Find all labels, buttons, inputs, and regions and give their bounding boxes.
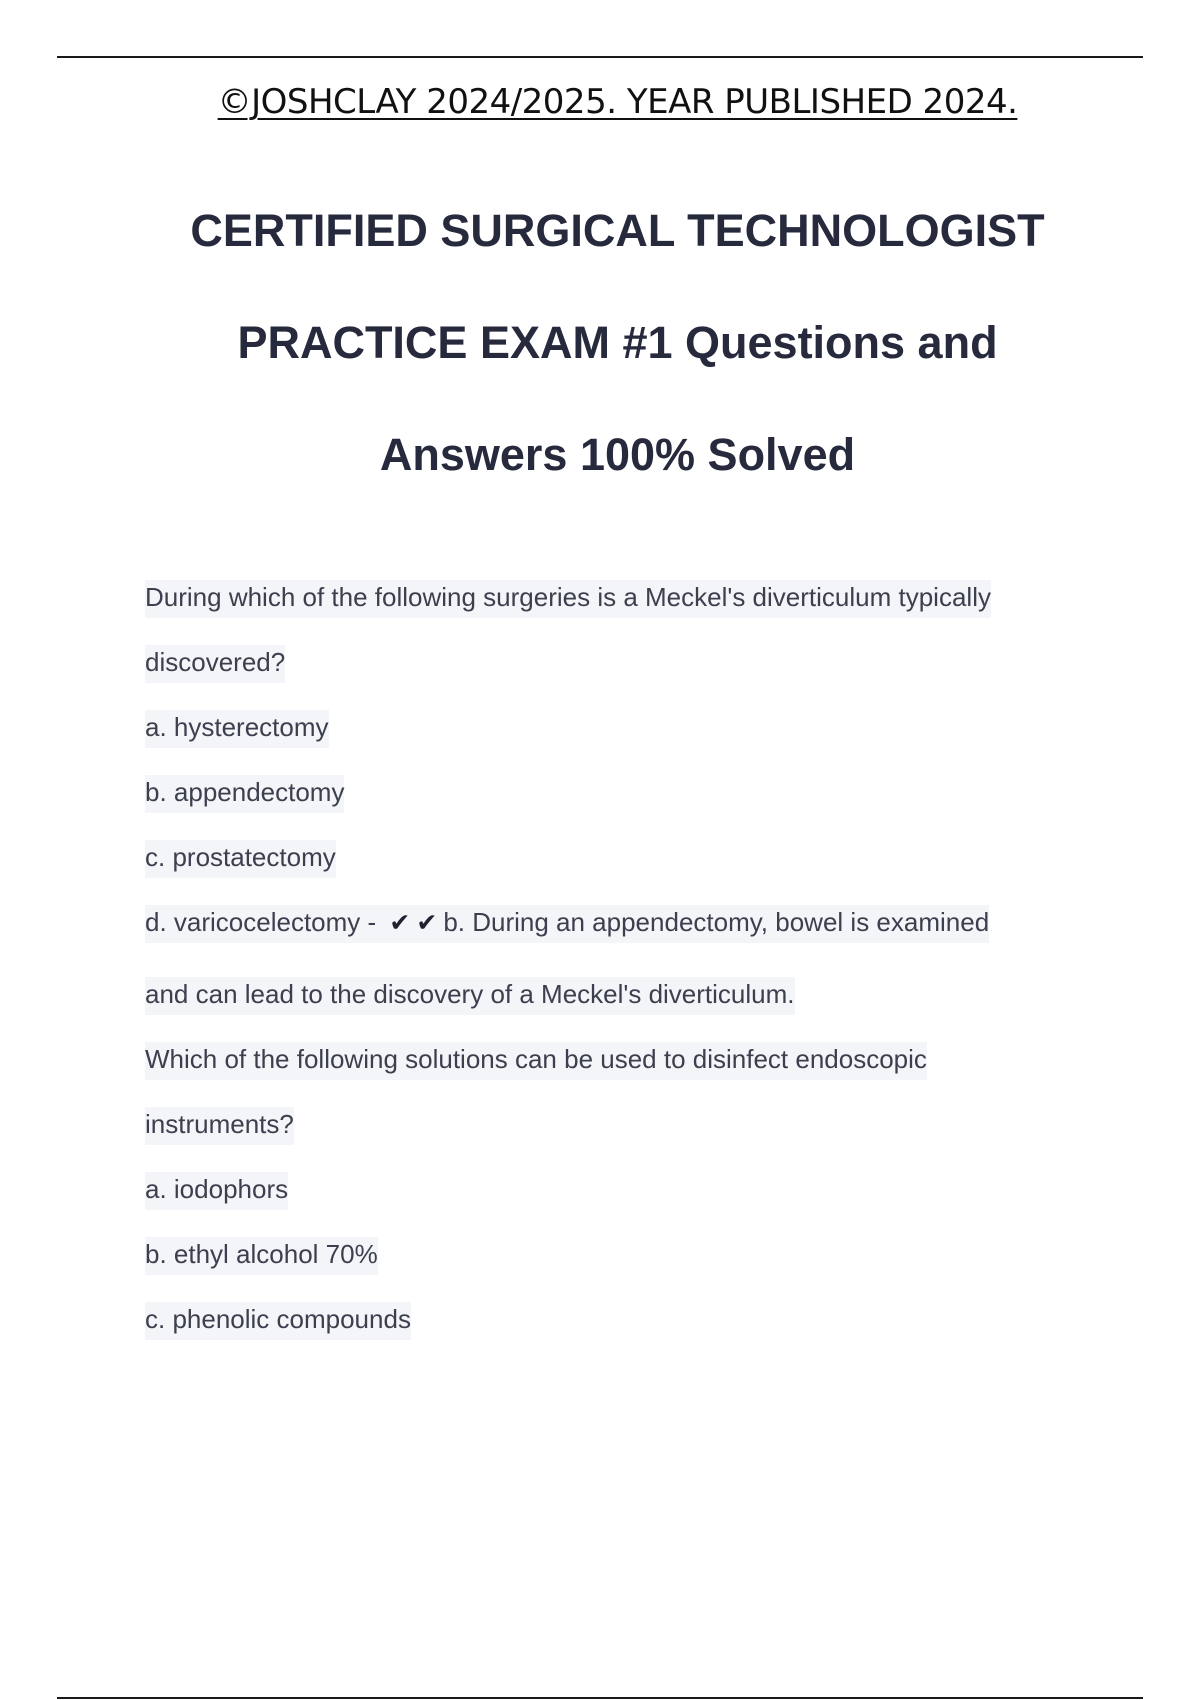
top-rule [57, 56, 1143, 58]
question-1-option-d-with-answer [145, 897, 1085, 969]
question-2-option-b [145, 1229, 1085, 1294]
question-2-text-cont [145, 1099, 1085, 1164]
option-text: c. prostatectomy [145, 840, 336, 878]
option-text: b. ethyl alcohol 70% [145, 1237, 378, 1275]
title-line-3: Answers 100% Solved [379, 429, 856, 480]
question-2-line-2: instruments? [145, 1107, 294, 1145]
question-1-option-c [145, 832, 1085, 897]
answer-text: and can lead to the discovery of a Meckel's diverticulum. [145, 977, 795, 1015]
question-2-option-c [145, 1294, 1085, 1359]
option-text: d. varicocelectomy - [145, 907, 384, 937]
question-2-option-a [145, 1164, 1085, 1229]
option-text: a. iodophors [145, 1172, 288, 1210]
question-1-option-a [145, 702, 1085, 767]
bottom-rule [57, 1697, 1143, 1699]
option-text: a. hysterectomy [145, 710, 329, 748]
document-body [145, 572, 1085, 1359]
question-2-text [145, 1034, 1085, 1099]
title-line-2: PRACTICE EXAM #1 Questions and [237, 317, 998, 368]
answer-text: b. During an appendectomy, bowel is examined [443, 907, 990, 937]
question-1-answer-cont [145, 969, 1085, 1034]
document-title [0, 175, 1200, 511]
double-check-icon: ✔✔ [389, 908, 444, 937]
question-1-option-b [145, 767, 1085, 832]
option-d-highlight [145, 905, 989, 943]
question-1-text-cont [145, 637, 1085, 702]
question-1-line-1: During which of the following surgeries is a Meckel's diverticulum typically [145, 580, 991, 618]
option-text: b. appendectomy [145, 775, 344, 813]
title-line-1: CERTIFIED SURGICAL TECHNOLOGIST [190, 205, 1045, 256]
option-text: c. phenolic compounds [145, 1302, 411, 1340]
question-1-text [145, 572, 1085, 637]
question-2-line-1: Which of the following solutions can be used to disinfect endoscopic [145, 1042, 927, 1080]
copyright-header: ©JOSHCLAY 2024/2025. YEAR PUBLISHED 2024. [217, 82, 1018, 122]
question-1-line-2: discovered? [145, 645, 285, 683]
